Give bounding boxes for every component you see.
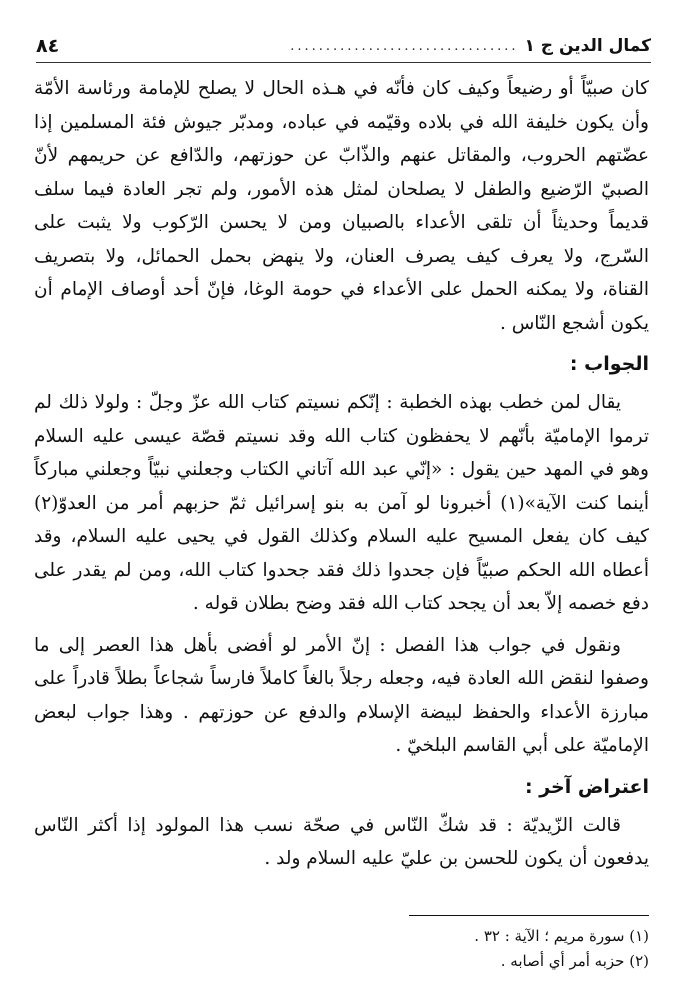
- footnotes: [36, 924, 649, 974]
- paragraph-second-answer: ونقول في جواب هذا الفصل : إنّ الأمر لو أفضى بأهل هذا العصر إلى ما وصفوا لنقض الله العادة فيه، وجعله رجلاً بالغاً كاملاً فارساً شجاعاً بطلاً قادراً على مبارزة الأعداء والحفظ لبيضة الإسلام والدفع عن حوزتهم . وهذا جواب لبعض الإماميّة على أبي القاسم البلخيّ .: [34, 634, 649, 756]
- page-header: [36, 30, 651, 63]
- heading-answer: الجواب :: [569, 353, 649, 375]
- page-number: ٨٤: [36, 35, 60, 57]
- running-title: [290, 36, 651, 56]
- paragraph-answer: يقال لمن خطب بهذه الخطبة : إنّكم نسيتم كتاب الله عزّ وجلّ : ولولا ذلك لم ترموا الإماميّة بأنّهم لا يحفظون كتاب الله وقد نسيتم قصّة عيسى عليه السلام وهو في المهد حين يقول : «إنّي عبد الله آتاني الكتاب وجعلني نبيّاً وجعلني مباركاً أينما كنت الآية»(١) أخبرونا لو آمن به بنو إسرائيل ثمّ حزبهم أمر من العدوّ(٢) كيف كان يفعل المسيح عليه السلام وكذلك القول في يحيى عليه السلام، وقد أعطاه الله الحكم صبيّاً فإن جحدوا ذلك فقد جحدوا كتاب الله، ومن لم يقدر على دفع خصمه إلاّ بعد أن يجحد كتاب الله فقد وضح بطلان قوله .: [34, 392, 649, 614]
- running-title-text: كمال الدين ج ١: [524, 36, 651, 56]
- footnote-2: (٢) حزبه أمر أي أصابه .: [500, 952, 649, 970]
- footnote-1: (١) سورة مريم ؛ الآية : ٣٢ .: [474, 927, 649, 945]
- footnote-divider: [409, 915, 649, 916]
- paragraph-zaydiyya: قالت الزّيديّة : قد شكّ النّاس في صحّة نسب هذا المولود إذا أكثر النّاس يدفعون أن يكون للحسن بن عليّ عليه السلام ولد .: [34, 814, 649, 869]
- paragraph-gap: [34, 621, 649, 629]
- dot-leader: ................................: [290, 38, 519, 54]
- heading-another-objection: اعتراض آخر :: [525, 775, 649, 798]
- paragraph-objection-text: كان صبيّاً أو رضيعاً وكيف كان فأنّه في هـذه الحال لا يصلح للإمامة ورئاسة الأمّة وأن يكون خليفة الله في بلاده وقيّمه في عباده، ومدبّر جيوش فئة المسلمين إذا عضّتهم الحروب، والمقاتل عنهم والذّابّ عن حوزتهم، والدّافع عن حريمهم لأنّ الصبيّ الرّضيع والطفل لا يصلحان لمثل هذه الأمور، ولم تجر العادة فيما سلف قديماً وحديثاً أن تلقى الأعداء بالصبيان ومن لا يحسن الرّكوب ولا يثبت على السّرج، ولا يعرف كيف يصرف العنان، ولا ينهض بحمل الحمائل، ولا بتصريف القناة، ولا يمكنه الحمل على الأعداء في حومة الوغا، فإنّ أحد أوصاف الإمام أن يكون أشجع النّاس .: [34, 78, 649, 334]
- page-body: [34, 72, 649, 876]
